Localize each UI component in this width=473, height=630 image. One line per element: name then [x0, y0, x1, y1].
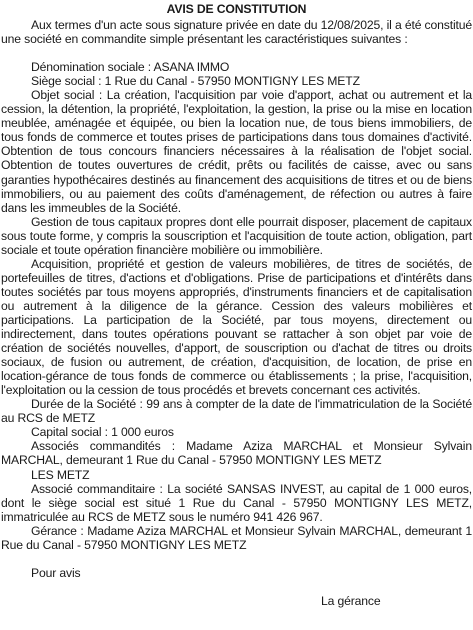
spacer [1, 580, 472, 594]
objet-paragraph-2: Gestion de tous capitaux propres dont elle pourrait disposer, placement de capitaux sous toute forme, y compris la souscription et l'acquisition de toute action, obligation, part sociale et toute opération financière mobilière ou immobilière. [1, 214, 472, 257]
siege-line: Siège social : 1 Rue du Canal - 57950 MONTIGNY LES METZ [31, 74, 360, 89]
les-metz-line: LES METZ [31, 467, 90, 482]
pour-avis-line: Pour avis [31, 565, 81, 580]
intro-paragraph: Aux termes d'un acte sous signature privée en date du 12/08/2025, il a été constitué une société en commandite simple présentant les caractéristiques suivantes : [1, 18, 472, 47]
gerance-paragraph: Gérance : Madame Aziza MARCHAL et Monsieur Sylvain MARCHAL, demeurant 1 Rue du Canal - 57950 MONTIGNY LES METZ [1, 523, 472, 552]
capital-line: Capital social : 1 000 euros [31, 425, 174, 440]
objet-paragraph-1: Objet social : La création, l'acquisition par voie d'apport, achat ou autrement et la cession, la détention, la propriété, l'exploitation, la gestion, la prise ou la mise en location meublée, aménagée et équipée, ou bien la location nue, de tous biens immobiliers, de tous fonds de commerce et toutes prises de participations dans tous domaines d'activité. Obtention de tous concours financiers nécessaires à la réalisation de l'objet social. Obtention de toutes ouvertures de crédit, prêts ou facilités de caisse, avec ou sans garanties hypothécaires destinés au financement des acquisitions de titres et ou de biens immobiliers, ou au paiement des coûts d'aménagement, de réfection ou autres à faire dans les immeubles de la Société. [1, 88, 472, 215]
notice-title: AVIS DE CONSTITUTION [166, 2, 307, 16]
spacer [1, 552, 472, 566]
associe-commanditaire-paragraph: Associé commanditaire : La société SANSAS INVEST, au capital de 1 000 euros, dont le siège social est situé 1 Rue du Canal - 57950 MONTIGNY LES METZ, immatriculée au RCS de METZ sous le numéro 941 426 967. [1, 481, 472, 524]
objet-paragraph-3: Acquisition, propriété et gestion de valeurs mobilières, de titres de sociétés, de portefeuilles de titres, d'actions et d'obligations. Prise de participations et d'intérêts dans toutes sociétés par tous moyens appropriés, d'instruments financiers et de capitalisation ou autrement à la diligence de la gérance. Cession des valeurs mobilières et participations. La participation de la Société, par tous moyens, directement ou indirectement, dans toutes opérations pouvant se rattacher à son objet par voie de création de sociétés nouvelles, d'apport, de souscription ou d'achat de titres ou droits sociaux, de fusion ou autrement, de création, d'acquisition, de location, de prise en location-gérance de tous fonds de commerce ou établissements ; la prise, l'acquisition, l'exploitation ou la cession de tous procédés et brevets concernant ces activités. [1, 256, 472, 398]
denomination-line: Dénomination sociale : ASANA IMMO [31, 60, 230, 75]
duree-paragraph: Durée de la Société : 99 ans à compter de la date de l'immatriculation de la Société au RCS de METZ [1, 397, 472, 426]
spacer [1, 46, 472, 60]
signature-line: La gérance [321, 593, 381, 608]
associes-commandites-paragraph: Associés commandités : Madame Aziza MARCHAL et Monsieur Sylvain MARCHAL, demeurant 1 Rue du Canal - 57950 MONTIGNY LES METZ [1, 439, 472, 468]
